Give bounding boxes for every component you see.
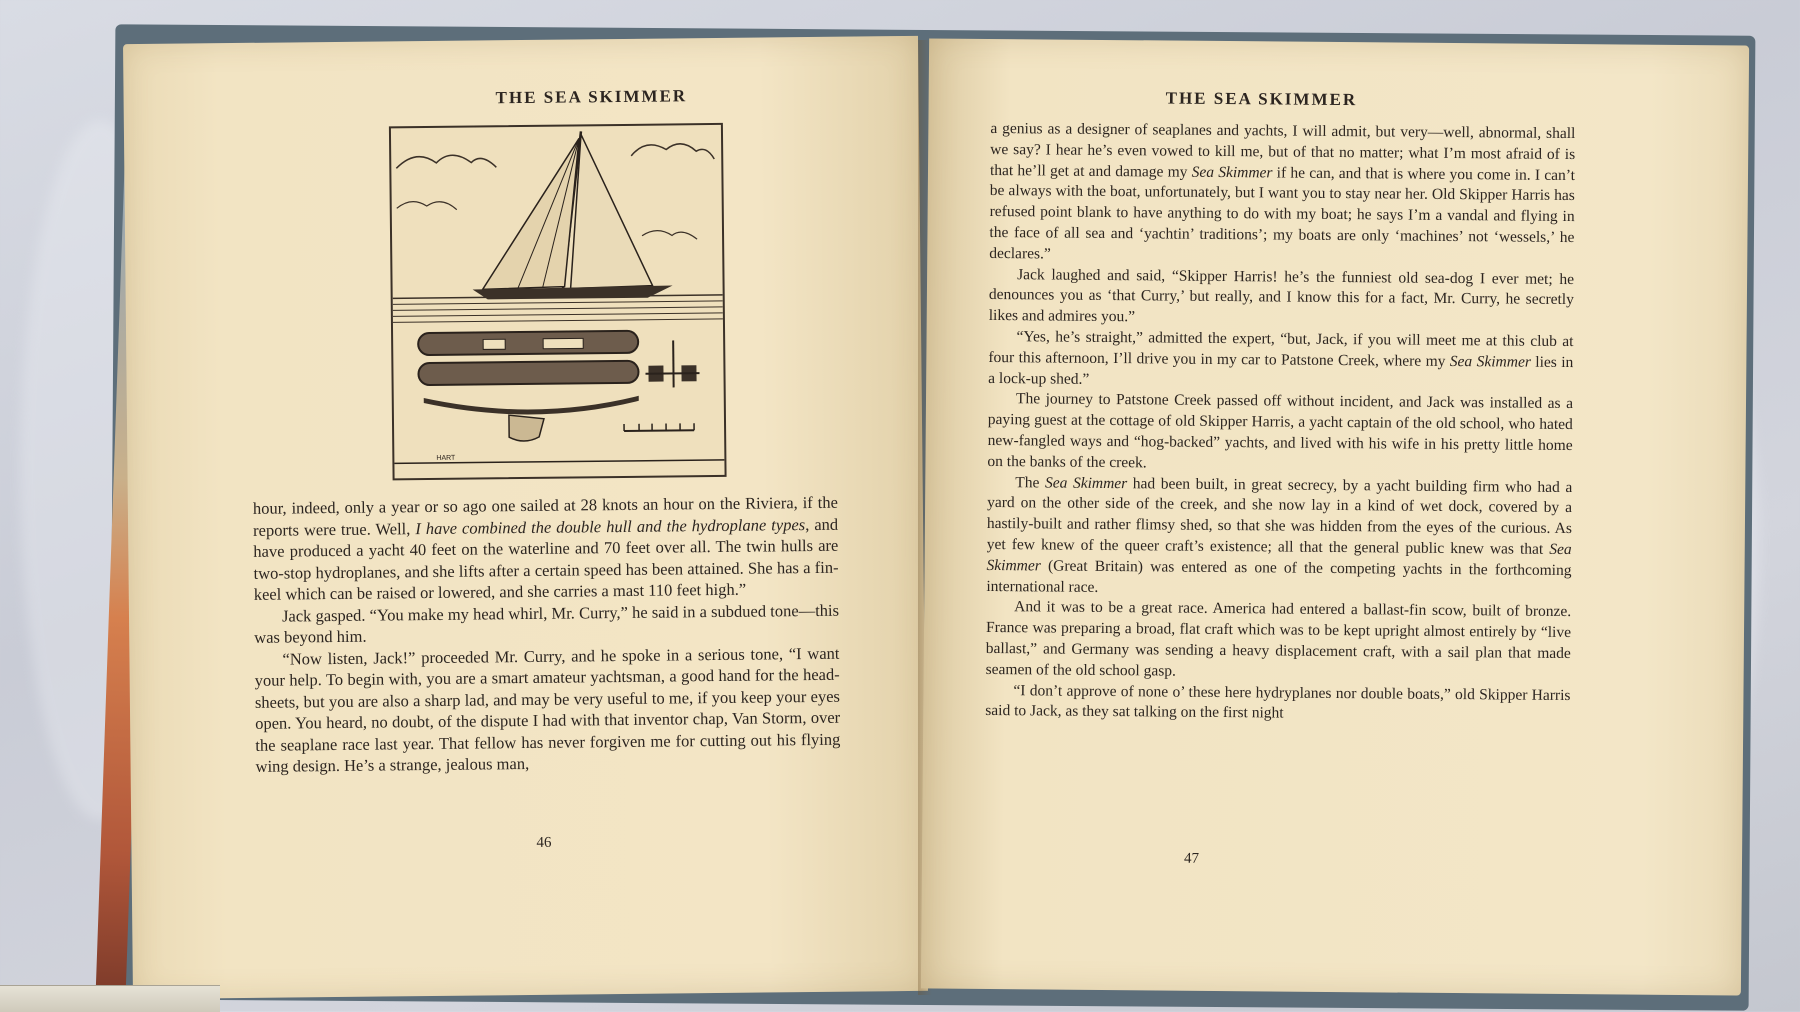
yacht-illustration	[389, 123, 727, 480]
paragraph: The journey to Patstone Creek passed off without incident, and Jack was installed as a paying guest at the cottage of old Skipper Harris, a yacht captain of the old school, who hated new-fangled ways and “hog-backed” yachts, and lived with his wife in his pretty little home on the banks of the creek.	[987, 389, 1573, 477]
body-text	[253, 492, 841, 778]
paragraph: “Now listen, Jack!” proceeded Mr. Curry, and he spoke in a serious tone, “I want your help. To begin with, you are a smart amateur yachtsman, a good hand for the head-sheets, but you are also a sharp lad, and may be very useful to me, if you keep your eyes open. You heard, no doubt, of the dispute I had with that inventor chap, Van Storm, over the seaplane race last year. That fellow has never forgiven me for cutting out his flying wing design. He’s a strange, jealous man,	[254, 642, 840, 777]
body-text	[985, 119, 1575, 727]
illustration-signature: HART	[436, 455, 456, 462]
paragraph: “Yes, he’s straight,” admitted the expert, “but, Jack, if you will meet me at this club at four this afternoon, I’ll drive you in my car to Patstone Creek, where my Sea Skimmer lies in a lock-up shed.”	[988, 327, 1574, 394]
measuring-tape	[0, 985, 220, 1012]
page-number: 46	[536, 835, 551, 852]
paragraph: Jack gasped. “You make my head whirl, Mr. Curry,” he said in a subdued tone—this was beyond him.	[254, 599, 839, 648]
right-page	[921, 38, 1749, 995]
paragraph: “I don’t approve of none o’ these here hydryplanes nor double boats,” old Skipper Harris said to Jack, as they sat talking on the first night	[985, 680, 1570, 727]
yacht-illustration-drawing	[391, 125, 725, 478]
running-head: THE SEA SKIMMER	[1166, 89, 1358, 111]
paragraph: Jack laughed and said, “Skipper Harris! he’s the funniest old sea-dog I ever met; he denounces you as ‘that Curry,’ but really, and I know this for a fact, Mr. Curry, he secretly likes and admires you.”	[989, 265, 1575, 332]
page-number: 47	[1184, 851, 1199, 868]
running-head: THE SEA SKIMMER	[496, 86, 688, 108]
left-page	[123, 36, 928, 999]
paragraph: And it was to be a great race. America had entered a ballast-fin scow, built of bronze. France was preparing a broad, flat craft which was to be kept upright almost entirely by “live ballast,” and Germany was sending a heavy displacement craft, with a sail plan that made seamen of the old school gasp.	[986, 597, 1572, 685]
paragraph: hour, indeed, only a year or so ago one sailed at 28 knots an hour on the Riviera, if the reports were true. Well, I have combined the double hull and the hydroplane types, and have produced a yacht 40 feet on the waterline and 70 feet over all. The twin hulls are two-stop hydroplanes, and she lifts after a certain speed has been attained. She has a fin-keel which can be raised or lowered, and she carries a mast 110 feet high.”	[253, 492, 839, 606]
paragraph: The Sea Skimmer had been built, in great secrecy, by a yacht building firm who had a yard on the other side of the creek, and she now lay in a kind of wet dock, covered by a hastily-built and rather flimsy shed, so that she was hidden from the eyes of the curious. As yet few knew of the queer craft’s existence; all that the general public knew was that Sea Skimmer (Great Britain) was entered as one of the competing yachts in the forthcoming international race.	[986, 473, 1572, 603]
paragraph: a genius as a designer of seaplanes and yachts, I will admit, but very—well, abnormal, shall we say? I hear he’s even vowed to kill me, but of that no matter; what I’m most afraid of is that he’ll get at and damage my Sea Skimmer if he can, and that is where you come in. I can’t be always with the boat, unfortunately, but I want you to stay near her. Old Skipper Harris has refused point blank to have anything to do with my boat; he says I’m a vandal and flying in the face of all sea and ‘yachtin’ traditions’; my boats are only ‘machines’ not ‘wessels,’ he declares.”	[989, 119, 1575, 270]
